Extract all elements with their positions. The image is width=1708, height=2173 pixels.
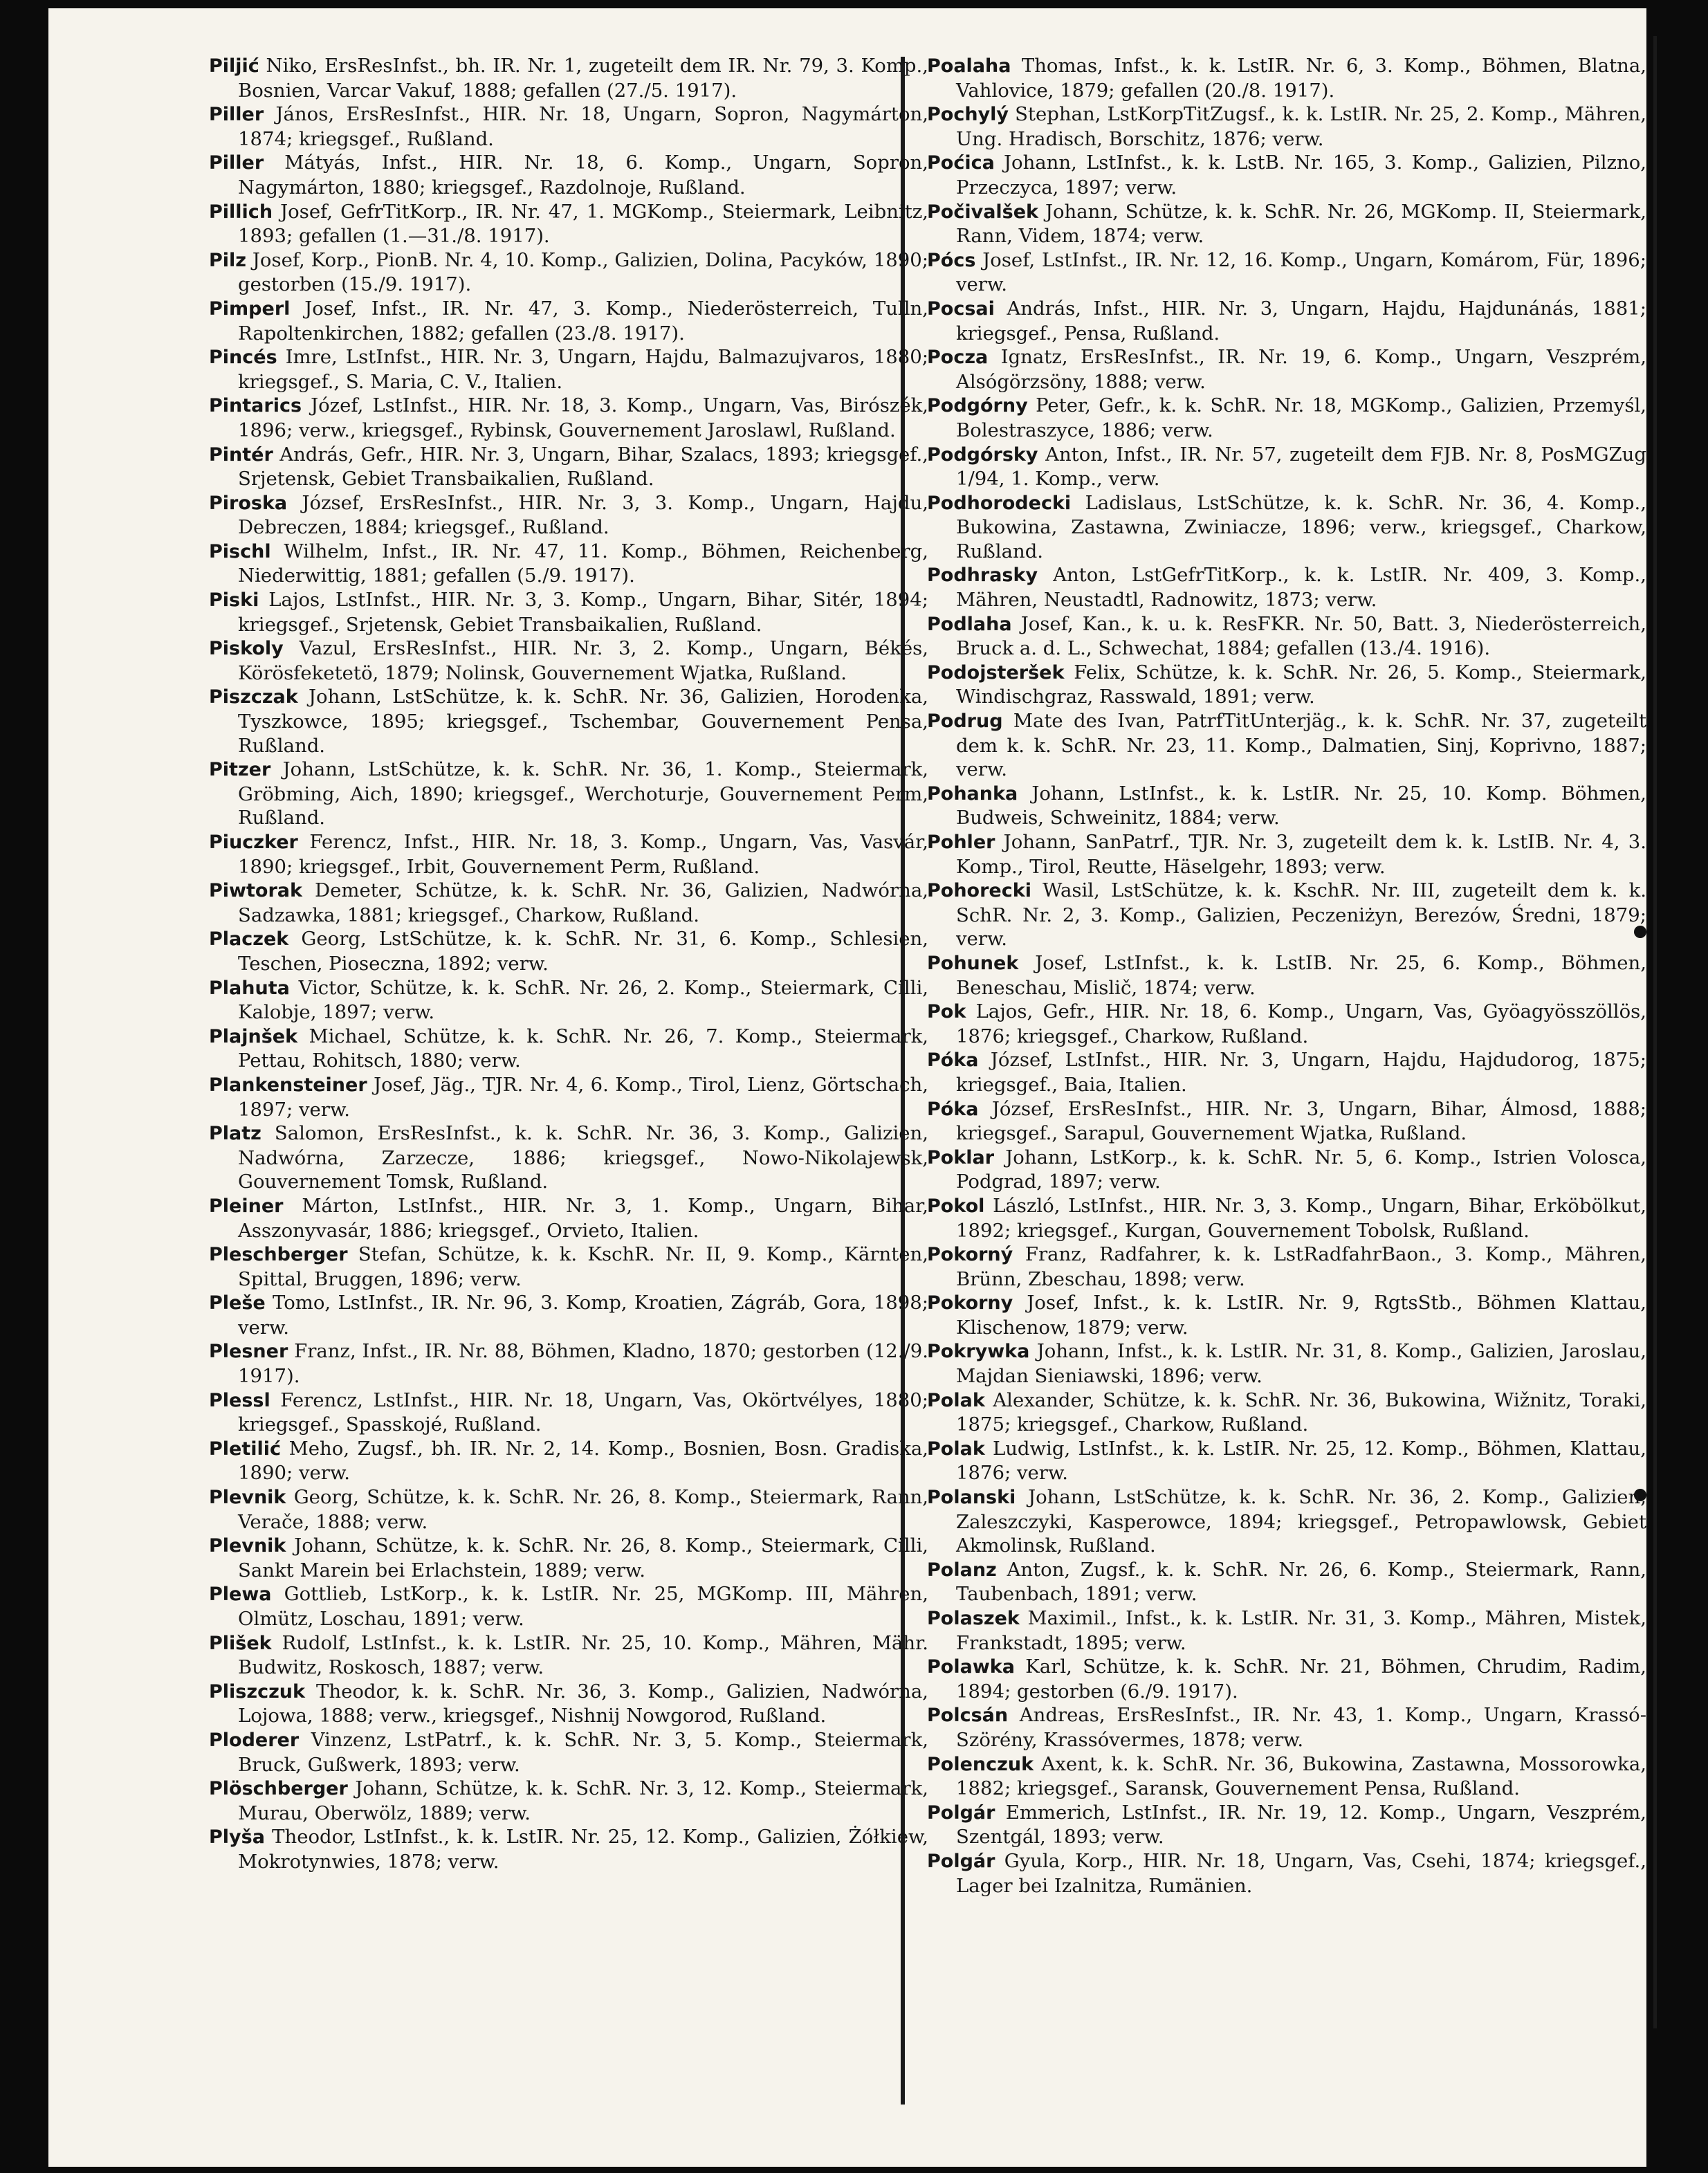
entry-details: Karl, Schütze, k. k. SchR. Nr. 21, Böhmen, Chrudim, Radim, 1894; gestorben (6./9. 1917). [956,1656,1646,1703]
register-entry [927,1752,1646,1801]
entry-details: Felix, Schütze, k. k. SchR. Nr. 26, 5. Komp., Steiermark, Windischgraz, Rasswald, 1891; verw. [956,661,1646,708]
entry-surname: Placzek [209,928,289,951]
entry-details: Thomas, Infst., k. k. LstIR. Nr. 6, 3. Komp., Böhmen, Blatna, Vahlovice, 1879; gefallen (20./8. 1917). [956,55,1646,102]
entry-surname: Polaszek [927,1608,1020,1629]
register-entry [209,1025,928,1073]
register-entry [927,1048,1646,1097]
entry-surname: Plajnšek [209,1025,298,1047]
entry-details: Johann, LstSchütze, k. k. SchR. Nr. 36, 1. Komp., Steiermark, Gröbming, Aich, 1890; kriegsgef., Werchoturje, Gouvernement Perm, Rußland. [238,758,928,829]
entry-surname: Ploderer [209,1729,300,1751]
entry-surname: Podgórny [927,395,1028,417]
entry-details: Demeter, Schütze, k. k. SchR. Nr. 36, Galizien, Nadwórna, Sadzawka, 1881; kriegsgef., Charkow, Rußland. [238,879,928,926]
entry-details: Maximil., Infst., k. k. LstIR. Nr. 31, 3. Komp., Mähren, Mistek, Frankstadt, 1895; verw. [956,1607,1646,1654]
entry-surname: Piljić [209,55,259,77]
entry-details: Johann, SanPatrf., TJR. Nr. 3, zugeteilt dem k. k. LstIB. Nr. 4, 3. Komp., Tirol, Reutte, Häselgehr, 1893; verw. [956,831,1646,878]
entry-surname: Polak [927,1389,985,1411]
register-entry [927,345,1646,394]
entry-surname: Pokorný [927,1244,1013,1266]
entry-surname: Pochylý [927,104,1009,126]
entry-details: Ferencz, LstInfst., HIR. Nr. 18, Ungarn, Vas, Okörtvélyes, 1880; kriegsgef., Spasskojé, Rußland. [238,1388,928,1436]
entry-surname: Pokrywka [927,1341,1030,1363]
entry-details: Vinzenz, LstPatrf., k. k. SchR. Nr. 3, 5. Komp., Steiermark, Bruck, Gußwerk, 1893; verw. [238,1728,928,1776]
entry-details: Johann, LstInfst., k. k. LstIR. Nr. 25, 10. Komp. Böhmen, Budweis, Schweinitz, 1884; verw. [956,782,1646,829]
entry-details: Franz, Radfahrer, k. k. LstRadfahrBaon., 3. Komp., Mähren, Brünn, Zbeschau, 1898; verw. [956,1243,1646,1290]
register-entry [209,151,928,199]
entry-surname: Plewa [209,1584,272,1606]
entry-surname: Podhrasky [927,565,1038,587]
entry-details: Josef, LstInfst., IR. Nr. 12, 16. Komp., Ungarn, Komárom, Für, 1896; verw. [956,248,1646,296]
entry-details: Josef, Korp., PionB. Nr. 4, 10. Komp., Galizien, Dolina, Pacyków, 1890; gestorben (15./9. 1917). [238,248,928,296]
entry-surname: Podlaha [927,613,1012,635]
entry-surname: Piszczak [209,686,298,708]
register-entry [927,248,1646,297]
register-entry [209,1485,928,1534]
register-entry [209,1339,928,1388]
entry-details: József, ErsResInfst., HIR. Nr. 3, 3. Komp., Ungarn, Hajdu, Debreczen, 1884; kriegsgef., Rußland. [238,491,928,539]
entry-details: Tomo, LstInfst., IR. Nr. 96, 3. Komp, Kroatien, Zágráb, Gora, 1898; verw. [238,1292,928,1339]
entry-surname: Polgár [927,1850,995,1872]
entry-surname: Pocsai [927,297,995,320]
entry-surname: Pohorecki [927,880,1031,902]
register-entry [209,443,928,491]
entry-surname: Pohunek [927,952,1019,974]
register-entry [927,297,1646,345]
register-entry [927,1339,1646,1388]
register-entry [209,1728,928,1777]
entry-details: Anton, LstGefrTitKorp., k. k. LstIR. Nr. 409, 3. Komp., Mähren, Neustadtl, Radnowitz, 1873; verw. [956,564,1646,612]
entry-surname: Pohanka [927,782,1018,805]
register-entry [209,345,928,394]
entry-details: József, ErsResInfst., HIR. Nr. 3, Ungarn, Bihar, Álmosd, 1888; kriegsgef., Sarapul, Gouvernement Wjatka, Rußland. [956,1097,1646,1145]
entry-surname: Pimperl [209,297,291,320]
register-entry [209,394,928,442]
register-entry [209,1194,928,1243]
register-entry [927,1485,1646,1558]
entry-details: András, Infst., HIR. Nr. 3, Ungarn, Hajdu, Hajdunánás, 1881; kriegsgef., Pensa, Rußland. [956,297,1646,345]
entry-details: Josef, Infst., IR. Nr. 47, 3. Komp., Niederösterreich, Tulln, Rapoltenkirchen, 1882; gefallen (23./8. 1917). [238,297,928,345]
entry-details: Wasil, LstSchütze, k. k. KschR. Nr. III, zugeteilt dem k. k. SchR. Nr. 2, 3. Komp., Galizien, Peczeniżyn, Berezów, Średni, 1879; verw. [956,879,1646,951]
entry-surname: Polanski [927,1487,1016,1509]
entry-surname: Podhorodecki [927,492,1072,514]
register-entry [927,782,1646,830]
register-entry [927,1849,1646,1898]
register-entry [927,612,1646,661]
register-entry [209,927,928,975]
register-entry [927,54,1646,102]
register-entry [209,491,928,540]
register-entry [209,685,928,758]
register-entry [209,636,928,685]
entry-surname: Polenczuk [927,1753,1034,1775]
entry-details: Rudolf, LstInfst., k. k. LstIR. Nr. 25, 10. Komp., Mähren, Mähr. Budwitz, Roskosch, 1887; verw. [238,1631,928,1679]
entry-surname: Podojsteršek [927,661,1065,684]
entry-surname: Piller [209,152,264,174]
page-edge-rule [1653,36,1657,2028]
entry-surname: Pilz [209,249,247,271]
register-entry [927,151,1646,199]
entry-surname: Polgár [927,1801,995,1824]
entry-surname: Pillich [209,201,273,223]
entry-details: Ludwig, LstInfst., k. k. LstIR. Nr. 25, 12. Komp., Böhmen, Klattau, 1876; verw. [956,1437,1646,1485]
register-entry [927,394,1646,442]
register-entry [927,1097,1646,1146]
register-entry [209,1388,928,1437]
entry-details: Johann, Schütze, k. k. SchR. Nr. 3, 12. Komp., Steiermark, Murau, Oberwölz, 1889; verw. [238,1777,928,1824]
register-entry [927,443,1646,491]
entry-surname: Pohler [927,832,995,853]
entry-details: Salomon, ErsResInfst., k. k. SchR. Nr. 36, 3. Komp., Galizien, Nadwórna, Zarzecze, 1886; kriegsgef., Nowo-Nikolajewsk, Gouvernement Tomsk, Rußland. [238,1122,928,1193]
register-entry [927,491,1646,564]
entry-surname: Pletilić [209,1438,282,1460]
entry-details: Johann, Infst., k. k. LstIR. Nr. 31, 8. Komp., Galizien, Jaroslau, Majdan Sieniawski, 1896; verw. [956,1340,1646,1388]
entry-details: Johann, LstInfst., k. k. LstB. Nr. 165, 3. Komp., Galizien, Pilzno, Przeczyca, 1897; verw. [956,152,1646,199]
entry-surname: Plankensteiner [209,1074,367,1096]
register-entry [927,200,1646,248]
entry-surname: Piwtorak [209,880,302,902]
left-column [209,54,928,2122]
entry-surname: Plesner [209,1341,288,1363]
entry-details: Stefan, Schütze, k. k. KschR. Nr. II, 9. Komp., Kärnten, Spittal, Bruggen, 1896; verw. [238,1243,928,1290]
entry-surname: Piuczker [209,832,298,853]
register-entry [927,1388,1646,1437]
right-column [927,54,1646,2122]
entry-surname: Pischl [209,540,271,562]
entry-details: Theodor, k. k. SchR. Nr. 36, 3. Komp., Galizien, Nadwórna, Lojowa, 1888; verw., kriegsgef., Nishnij Nowgorod, Rußland. [238,1680,928,1727]
entry-surname: Póka [927,1049,979,1072]
entry-surname: Póka [927,1098,979,1120]
entry-surname: Pintarics [209,395,302,417]
entry-surname: Pleše [209,1292,266,1314]
register-entry [209,1073,928,1121]
register-entry [209,102,928,151]
register-entry [927,1558,1646,1606]
entry-surname: Polawka [927,1656,1015,1678]
entry-surname: Pleiner [209,1195,284,1217]
entry-details: Johann, LstKorp., k. k. SchR. Nr. 5, 6. Komp., Istrien Volosca, Podgrad, 1897; verw. [956,1146,1646,1193]
register-entry [209,1680,928,1728]
document-page [48,8,1646,2167]
register-entry [209,248,928,297]
register-entry [927,1655,1646,1703]
entry-surname: Plevnik [209,1535,286,1557]
entry-surname: Polcsán [927,1705,1009,1727]
entry-details: László, LstInfst., HIR. Nr. 3, 3. Komp., Ungarn, Bihar, Erköbölkut, 1892; kriegsgef., Kurgan, Gouvernement Tobolsk, Rußland. [956,1194,1646,1242]
entry-details: Theodor, LstInfst., k. k. LstIR. Nr. 25, 12. Komp., Galizien, Żółkiew, Mokrotynwies, 1878; verw. [238,1826,928,1873]
entry-details: Anton, Infst., IR. Nr. 57, zugeteilt dem FJB. Nr. 8, PosMGZug 1/94, 1. Komp., verw. [956,443,1646,490]
entry-surname: Piskoly [209,638,284,660]
entry-details: Josef, Infst., k. k. LstIR. Nr. 9, RgtsStb., Böhmen Klattau, Klischenow, 1879; verw. [956,1292,1646,1339]
register-entry [927,563,1646,612]
entry-surname: Plessl [209,1389,270,1411]
entry-details: Emmerich, LstInfst., IR. Nr. 19, 12. Komp., Ungarn, Veszprém, Szentgál, 1893; verw. [956,1801,1646,1849]
entry-details: János, ErsResInfst., HIR. Nr. 18, Ungarn, Sopron, Nagymárton, 1874; kriegsgef., Rußland. [238,103,928,150]
entry-details: Márton, LstInfst., HIR. Nr. 3, 1. Komp., Ungarn, Bihar, Asszonyvasár, 1886; kriegsgef., Orvieto, Italien. [238,1194,928,1242]
entry-surname: Podrug [927,710,1003,733]
entry-details: Axent, k. k. SchR. Nr. 36, Bukowina, Zastawna, Mossorowka, 1882; kriegsgef., Saransk, Gouvernement Pensa, Rußland. [956,1752,1646,1800]
entry-surname: Pócs [927,249,976,271]
register-entry [209,830,928,879]
register-entry [927,661,1646,709]
entry-surname: Plahuta [209,977,290,999]
entry-surname: Pliszczuk [209,1680,305,1703]
entry-details: Alexander, Schütze, k. k. SchR. Nr. 36, Bukowina, Wižnitz, Toraki, 1875; kriegsgef., Charkow, Rußland. [956,1388,1646,1436]
entry-surname: Piller [209,104,264,126]
entry-surname: Pok [927,1001,966,1023]
register-entry [209,1777,928,1825]
entry-details: Johann, LstSchütze, k. k. SchR. Nr. 36, 2. Komp., Galizien, Zaleszczyki, Kasperowce, 1894; kriegsgef., Petropawlowsk, Gebiet Akmolinsk, Rußland. [956,1486,1646,1557]
entry-details: Franz, Infst., IR. Nr. 88, Böhmen, Kladno, 1870; gestorben (12./9. 1917). [238,1340,928,1388]
entry-details: Imre, LstInfst., HIR. Nr. 3, Ungarn, Hajdu, Balmazujvaros, 1880; kriegsgef., S. Maria, C. V., Italien. [238,346,928,393]
register-entry [209,1121,928,1194]
entry-surname: Polanz [927,1559,997,1581]
entry-details: Lajos, Gefr., HIR. Nr. 18, 6. Komp., Ungarn, Vas, Gyöagyösszöllös, 1876; kriegsgef., Charkow, Rußland. [956,1000,1646,1047]
entry-details: Gottlieb, LstKorp., k. k. LstIR. Nr. 25, MGKomp. III, Mähren, Olmütz, Loschau, 1891; verw. [238,1583,928,1630]
entry-details: Ladislaus, LstSchütze, k. k. SchR. Nr. 36, 4. Komp., Bukowina, Zastawna, Zwiniacze, 1896; verw., kriegsgef., Charkow, Rußland. [956,491,1646,562]
entry-details: Johann, LstSchütze, k. k. SchR. Nr. 36, Galizien, Horodenka, Tyszkowce, 1895; kriegsgef., Tschembar, Gouvernement Pensa, Rußland. [238,686,928,757]
entry-surname: Počivalšek [927,201,1039,223]
entry-details: Josef, Kan., k. u. k. ResFKR. Nr. 50, Batt. 3, Niederösterreich, Bruck a. d. L., Schwechat, 1884; gefallen (13./4. 1916). [956,612,1646,660]
entry-surname: Poklar [927,1146,995,1168]
entry-details: Stephan, LstKorpTitZugsf., k. k. LstIR. Nr. 25, 2. Komp., Mähren, Ung. Hradisch, Borschitz, 1876; verw. [956,103,1646,150]
entry-details: József, LstInfst., HIR. Nr. 3, Ungarn, Hajdu, Hajdudorog, 1875; kriegsgef., Baia, Italien. [956,1049,1646,1096]
register-entry [209,1631,928,1680]
entry-details: Lajos, LstInfst., HIR. Nr. 3, 3. Komp., Ungarn, Bihar, Sitér, 1894; kriegsgef., Srjetensk, Gebiet Transbaikalien, Rußland. [238,589,928,636]
register-entry [209,200,928,248]
entry-surname: Plišek [209,1632,272,1654]
register-entry [209,297,928,345]
register-entry [927,1000,1646,1048]
register-entry [927,102,1646,151]
entry-surname: Pincés [209,347,277,369]
register-entry [209,758,928,830]
entry-details: Vazul, ErsResInfst., HIR. Nr. 3, 2. Komp., Ungarn, Békés, Körösfeketetö, 1879; Nolinsk, Gouvernement Wjatka, Rußland. [238,637,928,684]
register-entry [927,1703,1646,1752]
register-entry [927,830,1646,879]
entry-details: Andreas, ErsResInfst., IR. Nr. 43, 1. Komp., Ungarn, Krassó-Szörény, Krassóvermes, 1878; verw. [956,1704,1646,1751]
entry-surname: Pintér [209,443,273,466]
entry-surname: Plevnik [209,1487,286,1509]
register-entry [927,709,1646,782]
entry-surname: Poalaha [927,55,1011,77]
entry-details: Niko, ErsResInfst., bh. IR. Nr. 1, zugeteilt dem IR. Nr. 79, 3. Komp., Bosnien, Varcar Vakuf, 1888; gefallen (27./5. 1917). [238,55,928,102]
register-entry [209,588,928,636]
entry-details: Meho, Zugsf., bh. IR. Nr. 2, 14. Komp., Bosnien, Bosn. Gradiska, 1890; verw. [238,1437,928,1485]
entry-details: Ferencz, Infst., HIR. Nr. 18, 3. Komp., Ungarn, Vas, Vasvár, 1890; kriegsgef., Irbit, Gouvernement Perm, Rußland. [238,831,928,878]
register-entry [927,1801,1646,1849]
entry-surname: Polak [927,1438,985,1460]
register-entry [927,1243,1646,1291]
register-entry [209,1437,928,1485]
register-entry [927,1194,1646,1243]
entry-details: Peter, Gefr., k. k. SchR. Nr. 18, MGKomp., Galizien, Przemyśl, Bolestraszyce, 1886; verw. [956,394,1646,441]
register-entry [927,1606,1646,1655]
entry-details: Gyula, Korp., HIR. Nr. 18, Ungarn, Vas, Csehi, 1874; kriegsgef., Lager bei Izalnitza, Rumänien. [956,1849,1646,1897]
register-entry [209,54,928,102]
entry-details: Josef, Jäg., TJR. Nr. 4, 6. Komp., Tirol, Lienz, Görtschach, 1897; verw. [238,1073,928,1121]
entry-surname: Piski [209,589,259,612]
entry-surname: Plyša [209,1826,265,1849]
entry-surname: Piroska [209,492,288,514]
entry-details: Victor, Schütze, k. k. SchR. Nr. 26, 2. Komp., Steiermark, Cilli, Kalobje, 1897; verw. [238,976,928,1024]
entry-surname: Pokorny [927,1292,1013,1314]
entry-details: András, Gefr., HIR. Nr. 3, Ungarn, Bihar, Szalacs, 1893; kriegsgef., Srjetensk, Gebiet Transbaikalien, Rußland. [238,443,928,490]
entry-details: Georg, Schütze, k. k. SchR. Nr. 26, 8. Komp., Steiermark, Rann, Verače, 1888; verw. [238,1486,928,1533]
register-entry [209,879,928,927]
entry-surname: Pocza [927,347,989,369]
entry-details: Józef, LstInfst., HIR. Nr. 18, 3. Komp., Ungarn, Vas, Birószék, 1896; verw., kriegsgef., Rybinsk, Gouvernement Jaroslawl, Rußland. [238,394,928,441]
entry-details: Georg, LstSchütze, k. k. SchR. Nr. 31, 6. Komp., Schlesien, Teschen, Pioseczna, 1892; verw. [238,928,928,975]
register-entry [927,879,1646,951]
register-entry [927,1146,1646,1194]
entry-surname: Podgórsky [927,443,1038,466]
entry-surname: Pitzer [209,759,271,781]
entry-details: Johann, Schütze, k. k. SchR. Nr. 26, MGKomp. II, Steiermark, Rann, Videm, 1874; verw. [956,200,1646,248]
register-entry [209,1825,928,1873]
entry-details: Josef, GefrTitKorp., IR. Nr. 47, 1. MGKomp., Steiermark, Leibnitz, 1893; gefallen (1.—31./8. 1917). [238,200,928,248]
entry-details: Johann, Schütze, k. k. SchR. Nr. 26, 8. Komp., Steiermark, Cilli, Sankt Marein bei Erlachstein, 1889; verw. [238,1534,928,1581]
register-entry [209,976,928,1025]
entry-details: Mate des Ivan, PatrfTitUnterjäg., k. k. SchR. Nr. 37, zugeteilt dem k. k. SchR. Nr. 23, 11. Komp., Dalmatien, Sinj, Koprivno, 1887; verw. [956,710,1646,781]
register-entry [927,1437,1646,1485]
entry-details: Wilhelm, Infst., IR. Nr. 47, 11. Komp., Böhmen, Reichenberg, Niederwittig, 1881; gefallen (5./9. 1917). [238,540,928,587]
register-entry [209,1534,928,1582]
register-entry [209,1582,928,1631]
register-entry [927,951,1646,1000]
entry-details: Josef, LstInfst., k. k. LstIB. Nr. 25, 6. Komp., Böhmen, Beneschau, Mislič, 1874; verw. [956,951,1646,999]
register-entry [927,1291,1646,1339]
entry-surname: Plöschberger [209,1778,348,1800]
entry-details: Mátyás, Infst., HIR. Nr. 18, 6. Komp., Ungarn, Sopron, Nagymárton, 1880; kriegsgef., Razdolnoje, Rußland. [238,152,928,199]
entry-surname: Poćica [927,152,995,174]
entry-surname: Platz [209,1123,261,1145]
entry-details: Michael, Schütze, k. k. SchR. Nr. 26, 7. Komp., Steiermark, Pettau, Rohitsch, 1880; verw. [238,1025,928,1072]
entry-surname: Pleschberger [209,1244,348,1266]
register-entry [209,1243,928,1291]
register-entry [209,1291,928,1339]
entry-surname: Pokol [927,1195,985,1217]
entry-details: Ignatz, ErsResInfst., IR. Nr. 19, 6. Komp., Ungarn, Veszprém, Alsógörzsöny, 1888; verw. [956,346,1646,393]
entry-details: Anton, Zugsf., k. k. SchR. Nr. 26, 6. Komp., Steiermark, Rann, Taubenbach, 1891; verw. [956,1558,1646,1606]
register-entry [209,540,928,588]
